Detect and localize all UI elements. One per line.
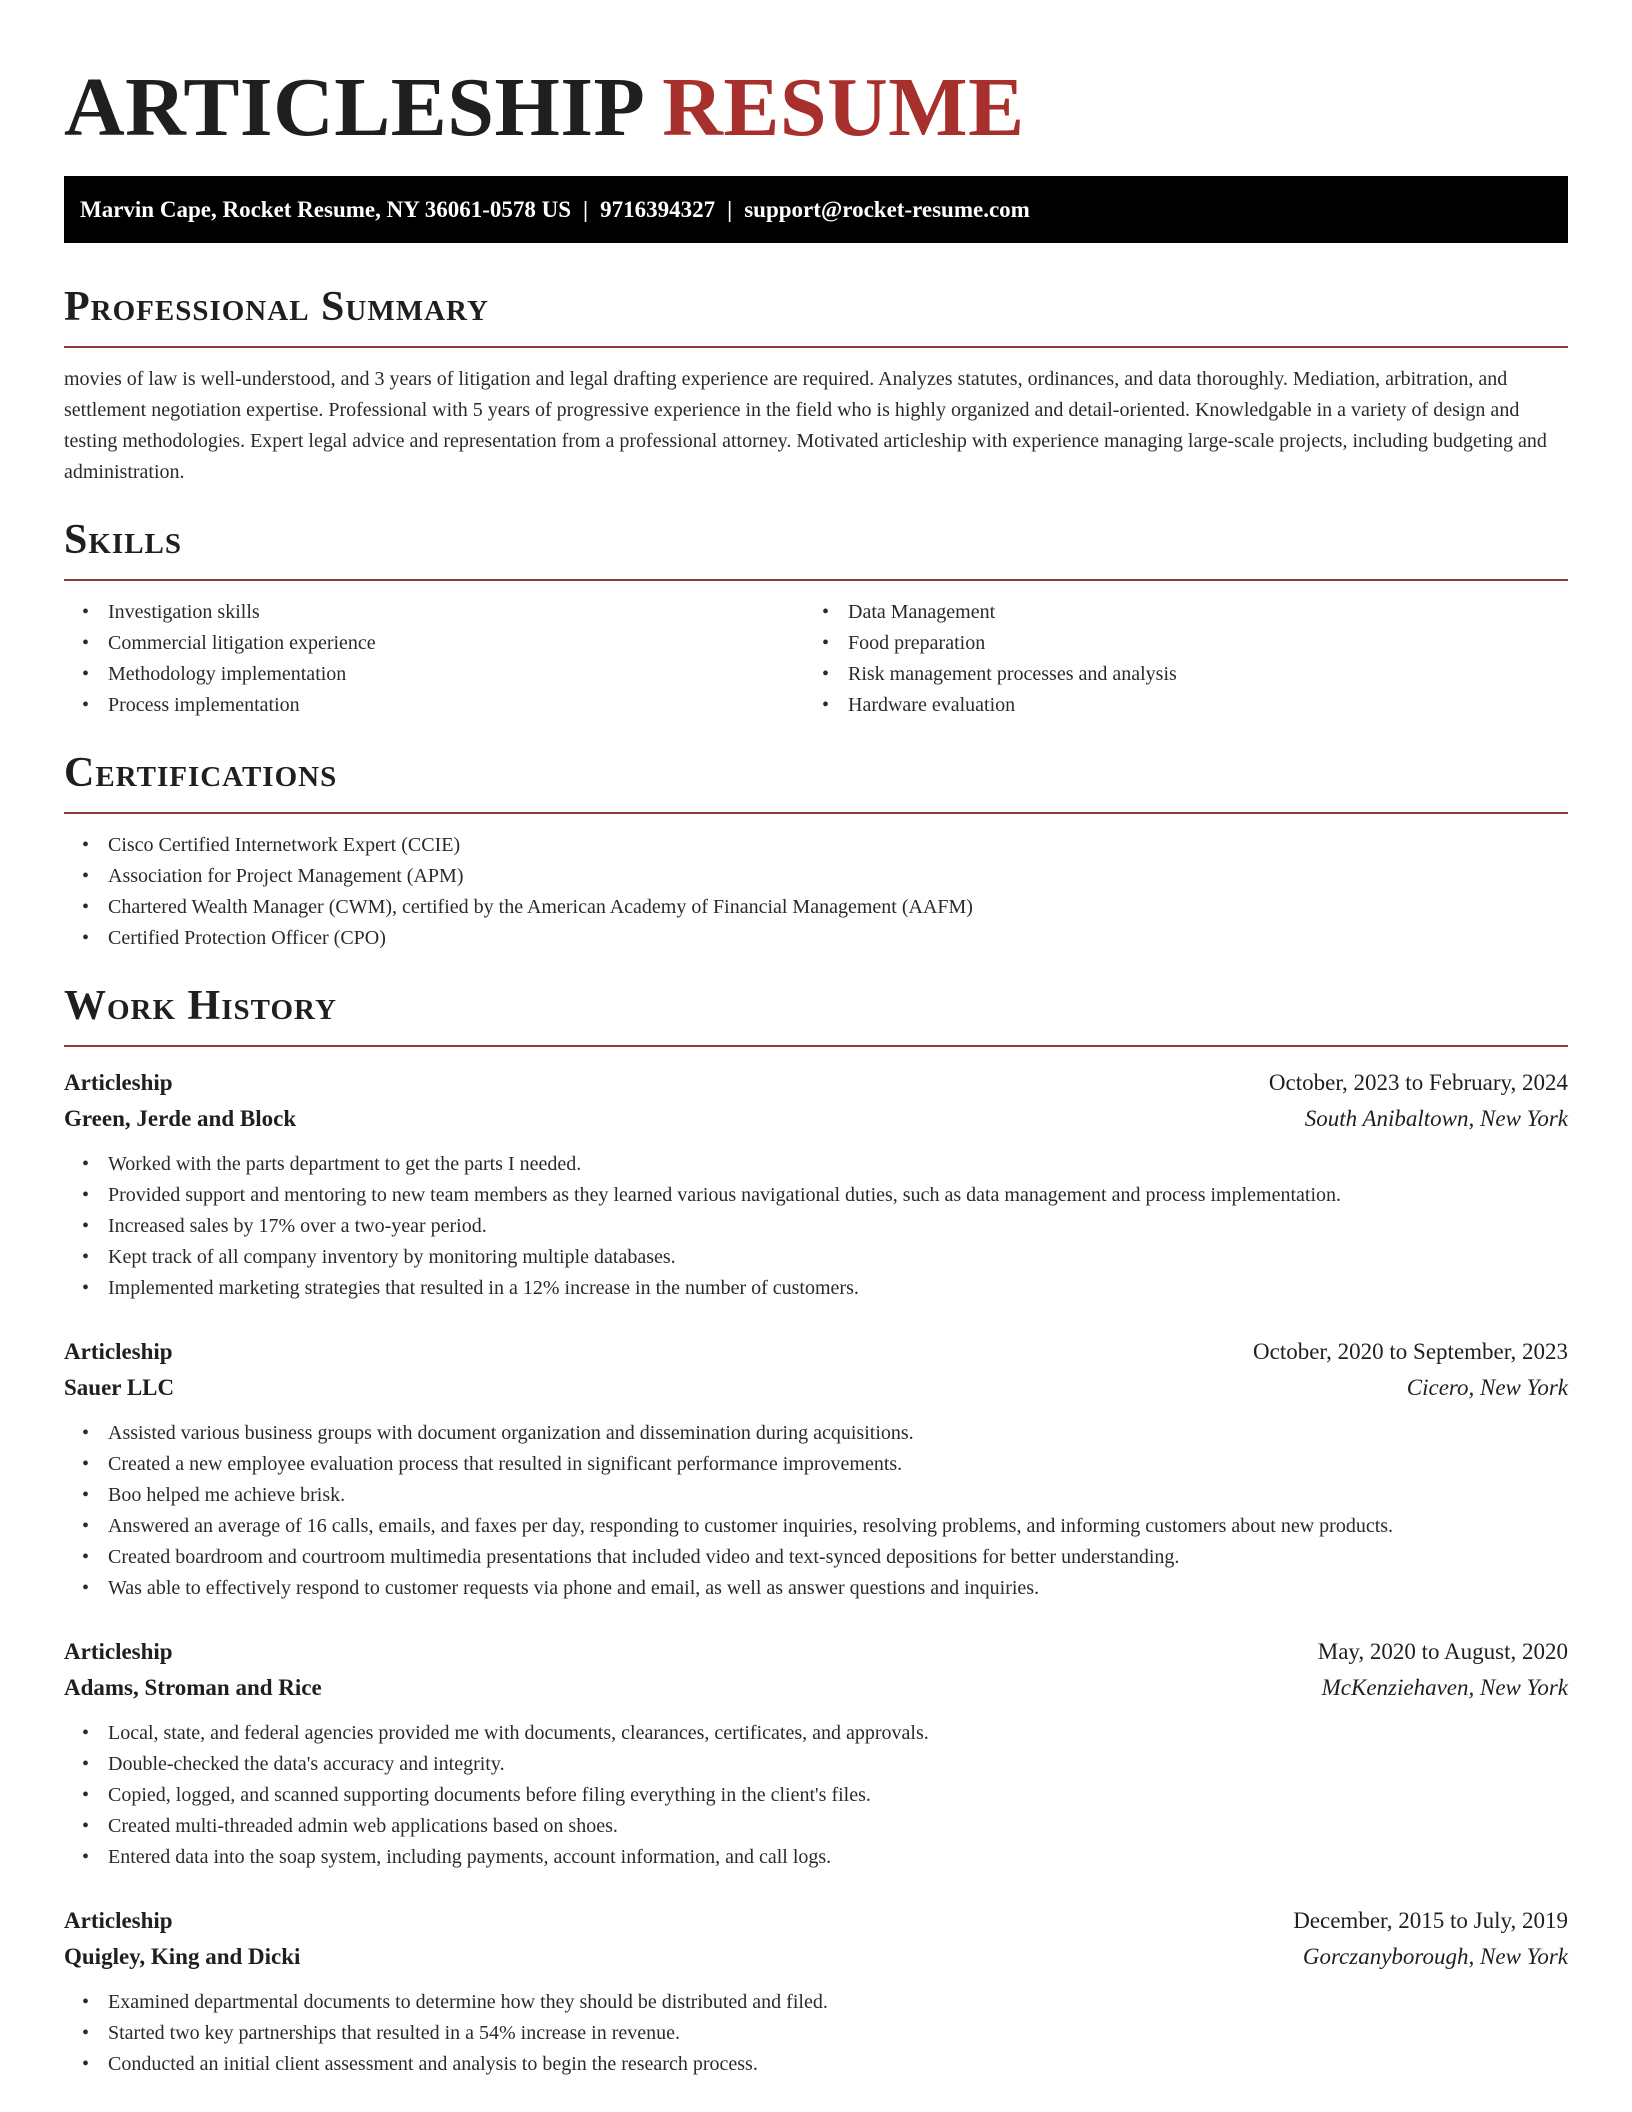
job-header-row — [64, 1634, 1568, 1670]
job-duty-item: • Was able to effectively respond to customer requests via phone and email, as well as answer questions and inquiries. — [82, 1577, 1040, 1599]
skills-section — [64, 515, 1568, 721]
job-duty-item: • Started two key partnerships that resulted in a 54% increase in revenue. — [82, 2022, 681, 2044]
job-company-row — [64, 1939, 1568, 1975]
job-title: Articleship — [64, 1908, 173, 1933]
skills-grid — [64, 597, 1568, 721]
section-divider — [64, 1045, 1568, 1047]
section-divider — [64, 579, 1568, 581]
contact-address: Marvin Cape, Rocket Resume, NY 36061-0578 US — [80, 197, 572, 222]
job-duties-list — [64, 1987, 1568, 2080]
job-entry — [64, 1903, 1568, 2080]
job-entry — [64, 1334, 1568, 1604]
skill-item: • Investigation skills — [82, 601, 260, 623]
job-dates: May, 2020 to August, 2020 — [1317, 1639, 1568, 1664]
skill-item: • Data Management — [822, 601, 996, 623]
job-dates: December, 2015 to July, 2019 — [1293, 1908, 1568, 1933]
job-duty-item: • Conducted an initial client assessment and analysis to begin the research process. — [82, 2053, 758, 2075]
job-duty-item: • Created boardroom and courtroom multimedia presentations that included video and text-synced depositions for better understanding. — [82, 1546, 1180, 1568]
resume-page — [64, 0, 1568, 2080]
job-company-row — [64, 1370, 1568, 1406]
job-location: South Anibaltown, New York — [1304, 1106, 1568, 1131]
skill-item: • Risk management processes and analysis — [822, 663, 1177, 685]
job-duty-item: • Examined departmental documents to determine how they should be distributed and filed. — [82, 1991, 828, 2013]
job-header-row — [64, 1903, 1568, 1939]
section-divider — [64, 346, 1568, 348]
job-duty-item: • Created multi-threaded admin web applications based on shoes. — [82, 1815, 618, 1837]
certification-item: • Association for Project Management (APM) — [82, 865, 464, 887]
job-title: Articleship — [64, 1070, 173, 1095]
job-title: Articleship — [64, 1639, 173, 1664]
skill-item: • Food preparation — [822, 632, 986, 654]
skill-item: • Methodology implementation — [82, 663, 347, 685]
job-entry — [64, 1634, 1568, 1873]
skills-list-left — [64, 597, 804, 721]
certifications-list — [64, 830, 1568, 954]
skills-list-right — [804, 597, 1544, 721]
job-duties-list — [64, 1149, 1568, 1304]
certification-item: • Cisco Certified Internetwork Expert (CCIE) — [82, 834, 461, 856]
contact-separator: | — [583, 197, 589, 222]
job-company: Green, Jerde and Block — [64, 1106, 297, 1131]
job-company: Quigley, King and Dicki — [64, 1944, 301, 1969]
job-duty-item: • Entered data into the soap system, including payments, account information, and call logs. — [82, 1846, 832, 1868]
job-duty-item: • Answered an average of 16 calls, emails, and faxes per day, responding to customer inquiries, resolving problems, and informing customers about new products. — [82, 1515, 1394, 1537]
job-header-row — [64, 1334, 1568, 1370]
job-title: Articleship — [64, 1339, 173, 1364]
job-duty-item: • Created a new employee evaluation process that resulted in significant performance improvements. — [82, 1453, 903, 1475]
contact-separator: | — [727, 197, 733, 222]
skill-item: • Process implementation — [82, 694, 300, 716]
title-accent: RESUME — [662, 61, 1025, 154]
summary-text: movies of law is well-understood, and 3 years of litigation and legal drafting experience are required. Analyzes statutes, ordinances, and data thoroughly. Mediation, arbitration, and settlement negotiation expertise. Professional with 5 years of progressive experience in the field who is highly organized and detail-oriented. Knowledgable in a variety of design and testing methodologies. Expert legal advice and representation from a professional attorney. Motivated articleship with experience managing large-scale projects, including budgeting and administration. — [64, 368, 1547, 483]
job-duty-item: • Implemented marketing strategies that resulted in a 12% increase in the number of customers. — [82, 1277, 859, 1299]
skill-item: • Hardware evaluation — [822, 694, 1016, 716]
job-duty-item: • Increased sales by 17% over a two-year period. — [82, 1215, 487, 1237]
job-company-row — [64, 1101, 1568, 1137]
job-company: Sauer LLC — [64, 1375, 175, 1400]
job-dates: October, 2020 to September, 2023 — [1253, 1339, 1568, 1364]
section-divider — [64, 812, 1568, 814]
resume-title — [64, 58, 1568, 158]
job-duties-list — [64, 1718, 1568, 1873]
job-company: Adams, Stroman and Rice — [64, 1675, 322, 1700]
job-header-row — [64, 1065, 1568, 1101]
job-location: McKenziehaven, New York — [1321, 1675, 1568, 1700]
certifications-section — [64, 748, 1568, 954]
section-title-skills: Skills — [64, 517, 183, 563]
title-main: ARTICLESHIP — [64, 61, 641, 154]
job-duty-item: • Boo helped me achieve brisk. — [82, 1484, 346, 1506]
job-location: Cicero, New York — [1406, 1375, 1568, 1400]
job-duty-item: • Copied, logged, and scanned supporting documents before filing everything in the client's files. — [82, 1784, 871, 1806]
section-title-summary: Professional Summary — [64, 284, 489, 330]
certification-item: • Certified Protection Officer (CPO) — [82, 927, 386, 949]
skill-item: • Commercial litigation experience — [82, 632, 376, 654]
job-company-row — [64, 1670, 1568, 1706]
job-duty-item: • Assisted various business groups with document organization and dissemination during acquisitions. — [82, 1422, 914, 1444]
contact-phone: 9716394327 — [600, 197, 716, 222]
job-duty-item: • Worked with the parts department to get the parts I needed. — [82, 1153, 582, 1175]
job-location: Gorczanyborough, New York — [1302, 1944, 1568, 1969]
job-duty-item: • Provided support and mentoring to new team members as they learned various navigational duties, such as data management and process implementation. — [82, 1184, 1341, 1206]
certification-item: • Chartered Wealth Manager (CWM), certified by the American Academy of Financial Management (AAFM) — [82, 896, 973, 918]
job-duties-list — [64, 1418, 1568, 1604]
job-entry — [64, 1065, 1568, 1304]
job-duty-item: • Local, state, and federal agencies provided me with documents, clearances, certificates, and approvals. — [82, 1722, 929, 1744]
job-dates: October, 2023 to February, 2024 — [1268, 1070, 1568, 1095]
job-duty-item: • Kept track of all company inventory by monitoring multiple databases. — [82, 1246, 676, 1268]
contact-bar — [64, 176, 1568, 243]
summary-section — [64, 282, 1568, 488]
contact-email: support@rocket-resume.com — [744, 197, 1030, 222]
section-title-certifications: Certifications — [64, 750, 338, 796]
job-duty-item: • Double-checked the data's accuracy and integrity. — [82, 1753, 505, 1775]
work-history-section — [64, 981, 1568, 2080]
section-title-work-history: Work History — [64, 983, 337, 1029]
